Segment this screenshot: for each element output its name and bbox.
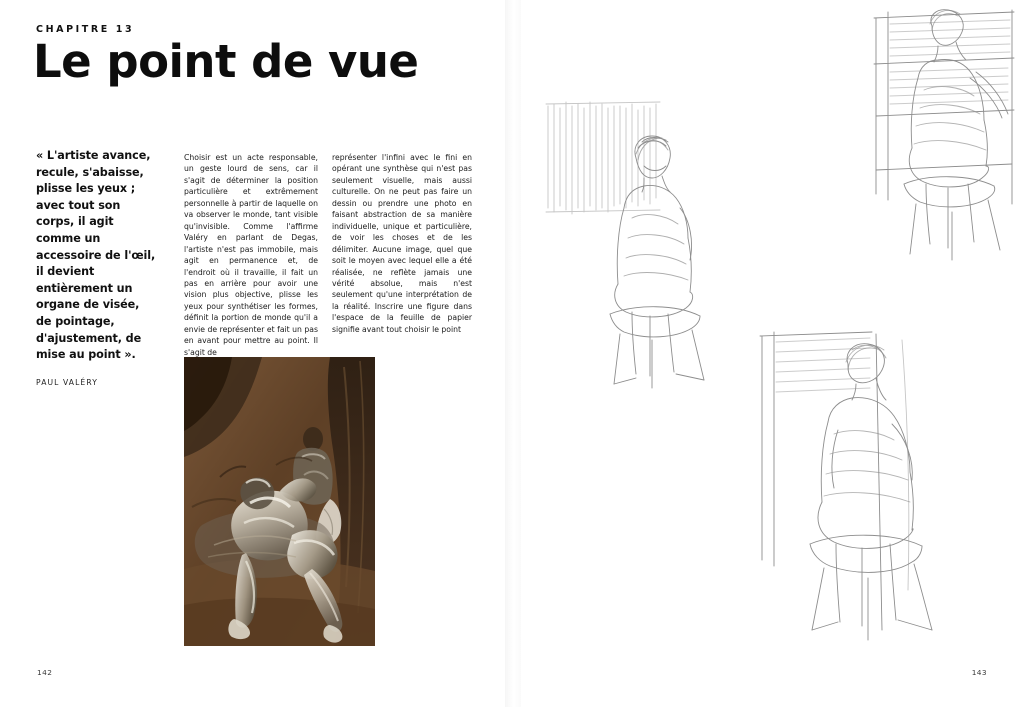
sketch-seated-figure-lower-right	[752, 330, 982, 650]
chapter-label: CHAPITRE 13	[36, 24, 135, 35]
pull-quote-text: « L'artiste avance, recule, s'abaisse, plisse les yeux ; avec tout son corps, il agit comme un accessoire de l'œil, il devient entièrement un organe de visée, de pointage, d'ajustement, de mise au point ».	[36, 149, 156, 362]
folio-left: 142	[37, 668, 53, 677]
pull-quote	[36, 148, 156, 387]
painting-reclining-nude	[184, 357, 375, 646]
pull-quote-author: PAUL VALÉRY	[36, 377, 98, 387]
sketch-seated-figure-at-window	[862, 4, 1022, 264]
right-page	[512, 0, 1024, 707]
page-title: Le point de vue	[33, 35, 419, 88]
folio-right: 143	[971, 668, 987, 677]
sketch-seated-figure-back-view	[540, 88, 760, 398]
body-column-2: représenter l'infini avec le fini en opérant une synthèse qui n'est pas seulement visuelle, mais aussi culturelle. On ne peut pas faire un dessin ou prendre une photo en faisant abstraction de sa manière individuelle, unique et particulière, de voir les choses et de les délimiter. Aucune image, quel que soit le moyen avec lequel elle a été réalisée, ne reflète jamais une vérité absolue, mais n'est seulement qu'une interprétation de la réalité. Inscrire une figure dans l'espace de la feuille de papier signifie avant tout choisir le point	[332, 153, 472, 334]
body-column-1: Choisir est un acte responsable, un geste lourd de sens, car il s'agit de déterminer la position particulière et extrêmement personnelle à partir de laquelle on va observer le monde, tant visible qu'invisible. Comme l'affirme Valéry en parlant de Degas, l'artiste n'est pas immobile, mais agit en permanence et, de l'endroit où il travaille, il fait un pas en arrière pour avoir une vision plus objective, plisse les yeux pour synthétiser les formes, définit la portion de monde qu'il a envie de représenter et fait un pas en avant pour mettre au point. Il s'agit de	[184, 153, 318, 357]
